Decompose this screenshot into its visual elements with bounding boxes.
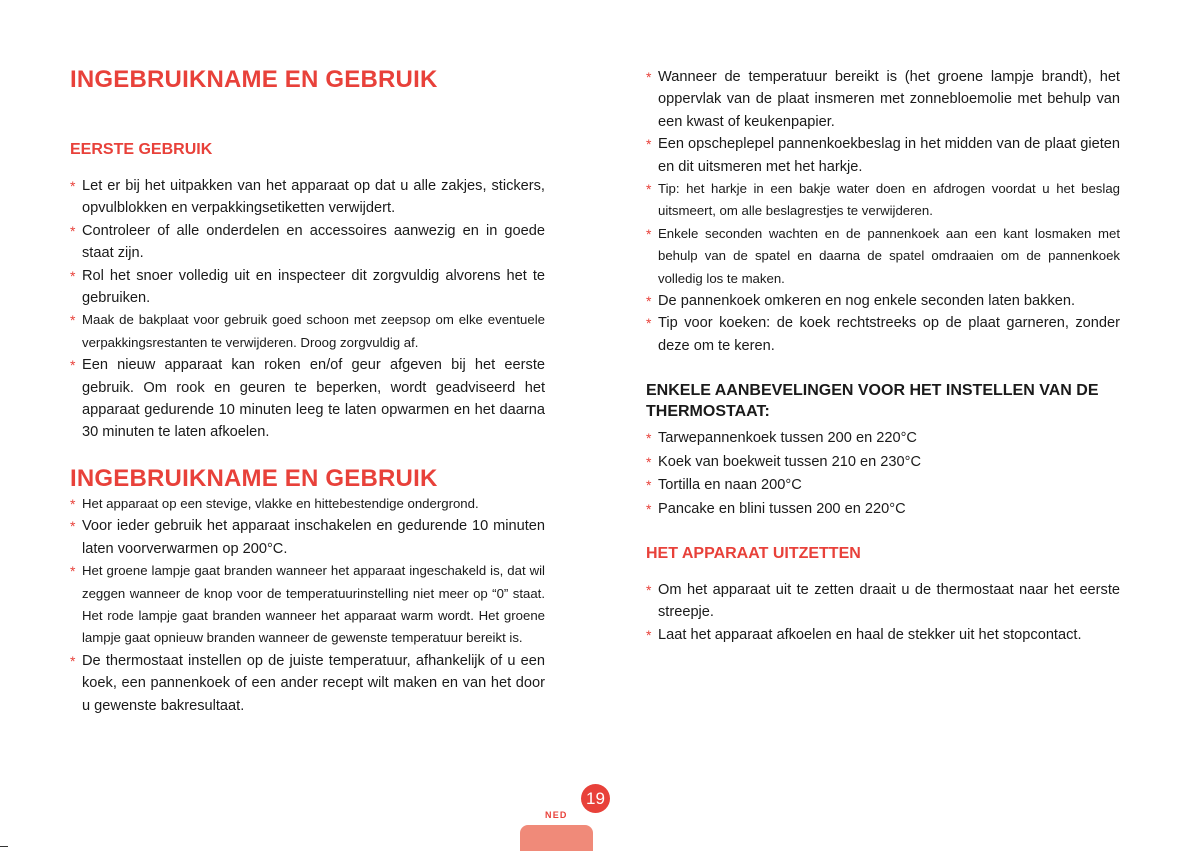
page-number-badge: 19 <box>581 784 610 813</box>
baking-steps-list <box>646 66 1120 357</box>
turn-off-list <box>646 579 1120 646</box>
language-tab <box>520 825 593 851</box>
bullet-star-icon: * <box>646 293 652 310</box>
section-heading-eerste-gebruik: EERSTE GEBRUIK <box>70 141 213 158</box>
bullet-star-icon: * <box>70 518 76 535</box>
language-label: NED <box>545 810 568 820</box>
bullet-star-icon: * <box>70 357 76 374</box>
thermostat-list <box>646 427 1120 521</box>
bullet-star-icon: * <box>646 181 652 198</box>
usage-list <box>70 493 545 717</box>
list-item: * Tortilla en naan 200°C <box>646 474 1120 498</box>
bullet-star-icon: * <box>646 315 652 332</box>
bullet-star-icon: * <box>646 225 652 242</box>
list-item: * De thermostaat instellen op de juiste temperatuur, afhankelijk of u een koek, een pannenkoek of een ander recept wilt maken en van het door u gewenste bakresultaat. <box>70 650 545 717</box>
list-item: * Tip: het harkje in een bakje water doen en afdrogen voordat u het beslag uitsmeert, om alle beslagrestjes te verwijderen. <box>646 178 1120 223</box>
crop-mark <box>0 846 8 847</box>
list-item: * Koek van boekweit tussen 210 en 230°C <box>646 451 1120 475</box>
list-item: * Rol het snoer volledig uit en inspecteer dit zorgvuldig alvorens het te gebruiken. <box>70 265 545 310</box>
list-item: * Wanneer de temperatuur bereikt is (het groene lampje brandt), het oppervlak van de plaat insmeren met zonnebloemolie met behulp van een kwast of keukenpapier. <box>646 66 1120 133</box>
list-item: * Enkele seconden wachten en de pannenkoek aan een kant losmaken met behulp van de spatel en daarna de spatel omdraaien om de pannenkoek volledig los te maken. <box>646 223 1120 290</box>
bullet-star-icon: * <box>646 430 652 446</box>
bullet-star-icon: * <box>646 477 652 493</box>
list-item: * De pannenkoek omkeren en nog enkele seconden laten bakken. <box>646 290 1120 312</box>
bullet-star-icon: * <box>646 453 652 470</box>
list-item: * Controleer of alle onderdelen en accessoires aanwezig en in goede staat zijn. <box>70 220 545 265</box>
thermostat-heading: ENKELE AANBEVELINGEN VOOR HET INSTELLEN VAN DE THERMOSTAAT: <box>646 382 1099 420</box>
bullet-star-icon: * <box>70 312 76 329</box>
bullet-star-icon: * <box>646 136 652 153</box>
list-item: * Het groene lampje gaat branden wanneer het apparaat ingeschakeld is, dat wil zeggen wanneer de knop voor de temperatuurinstelling niet meer op “0” staat. Het rode lampje gaat branden wanneer het apparaat warm wordt. Het groene lampje gaat opnieuw branden wanneer de gewenste temperatuur bereikt is. <box>70 560 545 650</box>
list-item: * Een nieuw apparaat kan roken en/of geur afgeven bij het eerste gebruik. Om rook en geuren te beperken, wordt geadviseerd het apparaat gedurende 10 minuten leeg te laten opwarmen en het daarna 30 minuten te laten afkoelen. <box>70 354 545 444</box>
bullet-star-icon: * <box>70 496 76 512</box>
bullet-star-icon: * <box>70 222 76 239</box>
section-title-ingebruikname: INGEBRUIKNAME EN GEBRUIK <box>70 465 438 492</box>
bullet-star-icon: * <box>70 652 76 669</box>
section-heading-uitzetten: HET APPARAAT UITZETTEN <box>646 545 861 562</box>
page-title: INGEBRUIKNAME EN GEBRUIK <box>70 66 438 93</box>
list-item: * Maak de bakplaat voor gebruik goed schoon met zeepsop om elke eventuele verpakkingsrestanten te verwijderen. Droog zorgvuldig af. <box>70 309 545 354</box>
list-item: * Een opscheplepel pannenkoekbeslag in het midden van de plaat gieten en dit uitsmeren met het harkje. <box>646 133 1120 178</box>
bullet-star-icon: * <box>70 563 76 580</box>
bullet-star-icon: * <box>646 69 652 85</box>
first-use-list <box>70 175 545 444</box>
bullet-star-icon: * <box>70 267 76 284</box>
list-item: * Voor ieder gebruik het apparaat inschakelen en gedurende 10 minuten laten voorverwarmen op 200°C. <box>70 515 545 560</box>
bullet-star-icon: * <box>646 500 652 517</box>
list-item: * Om het apparaat uit te zetten draait u de thermostaat naar het eerste streepje. <box>646 579 1120 624</box>
list-item: * Pancake en blini tussen 200 en 220°C <box>646 498 1120 522</box>
list-item: * Let er bij het uitpakken van het apparaat op dat u alle zakjes, stickers, opvulblokken en verpakkingsetiketten verwijdert. <box>70 175 545 220</box>
bullet-star-icon: * <box>646 626 652 643</box>
list-item: * Tip voor koeken: de koek rechtstreeks op de plaat garneren, zonder deze om te keren. <box>646 312 1120 357</box>
list-item: * Tarwepannenkoek tussen 200 en 220°C <box>646 427 1120 451</box>
bullet-star-icon: * <box>70 178 76 194</box>
list-item: * Laat het apparaat afkoelen en haal de stekker uit het stopcontact. <box>646 624 1120 646</box>
bullet-star-icon: * <box>646 582 652 598</box>
list-item: * Het apparaat op een stevige, vlakke en hittebestendige ondergrond. <box>70 493 545 515</box>
